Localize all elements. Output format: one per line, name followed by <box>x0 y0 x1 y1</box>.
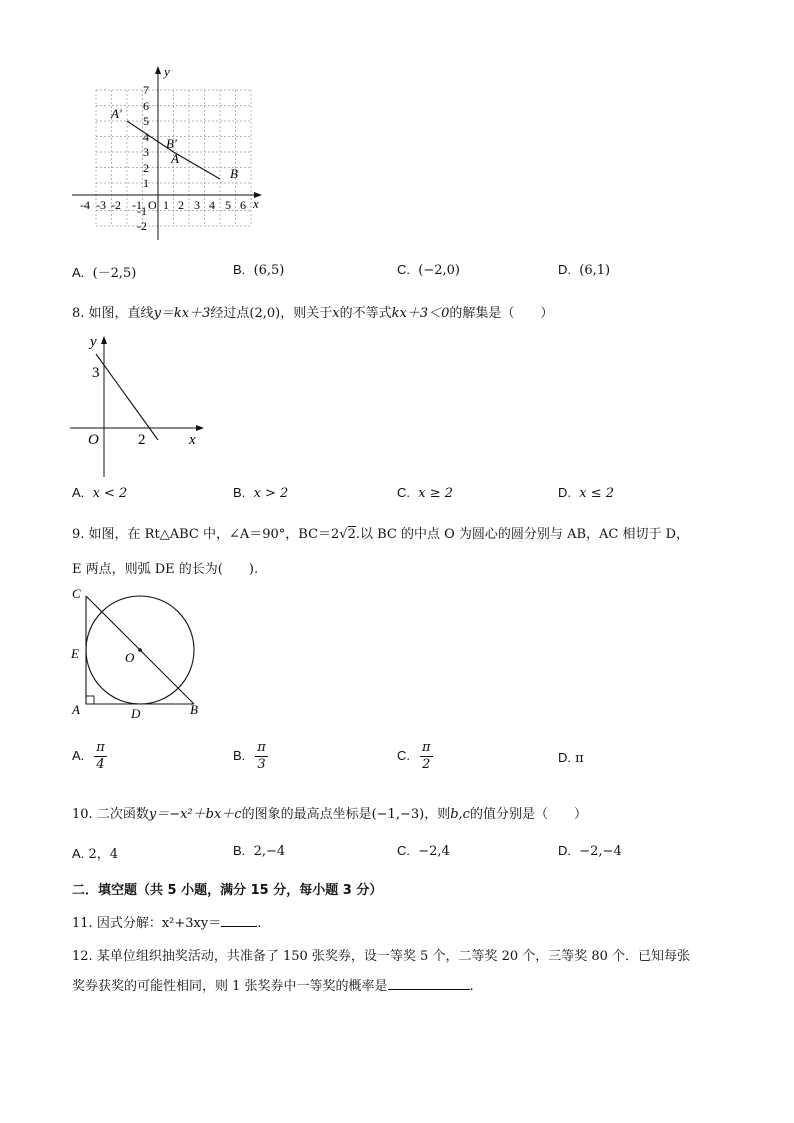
q8-option-a[interactable]: A. x < 2 <box>72 485 128 501</box>
q7-x-tick: 4 <box>209 198 215 212</box>
q10-option-a[interactable]: A. 2，4 <box>72 846 118 862</box>
q9-option-b[interactable]: B. $\frac{\pi}{3}$ <box>233 740 266 772</box>
q7-label-b: B <box>230 166 238 181</box>
q7-y-tick: 2 <box>143 161 149 175</box>
q7-segment-ab <box>174 152 221 179</box>
q7-y-tick: 7 <box>143 83 149 97</box>
q7-x-tick: -1 <box>132 198 142 212</box>
q8-y-intercept-label: 3 <box>92 365 100 381</box>
q9-label-b: B <box>190 702 198 717</box>
q8-line-graph <box>96 354 158 440</box>
q7-option-c[interactable]: C. (−2,0) <box>397 262 460 278</box>
q7-x-tick: 3 <box>194 198 200 212</box>
q9-circle-figure <box>66 582 216 720</box>
q9-stem-line1: 9. 如图，在 Rt△ABC 中，∠A＝90°，BC＝2√2.以 BC 的中点 O 为圆心的圆分别与 AB，AC 相切于 D， <box>72 527 690 542</box>
q7-label-b-prime: B' <box>166 136 177 151</box>
q7-coordinate-figure <box>70 62 270 242</box>
q8-x-intercept-label: 2 <box>138 432 146 448</box>
q12-answer-blank[interactable] <box>388 989 470 990</box>
q10-option-b[interactable]: B. 2,−4 <box>233 843 286 859</box>
q9-stem-line2: E 两点，则弧 DE 的长为( ). <box>72 562 259 577</box>
q7-option-d[interactable]: D. (6,1) <box>558 262 611 278</box>
q7-origin-label: O <box>148 198 157 212</box>
q8-option-b[interactable]: B. x > 2 <box>233 485 289 501</box>
q8-stem: 8. 如图，直线y＝kx＋3经过点(2,0)，则关于x的不等式kx＋3＜0的解集是（ ） <box>72 306 554 321</box>
q8-line-figure <box>68 332 208 480</box>
sqrt-symbol: √ <box>339 527 348 542</box>
q7-option-a[interactable]: A. (－2,5) <box>72 265 137 281</box>
q7-x-tick: 6 <box>240 198 246 212</box>
q11-answer-blank[interactable] <box>221 926 257 927</box>
q10-option-d[interactable]: D. −2,−4 <box>558 843 622 859</box>
q8-option-c[interactable]: C. x ≥ 2 <box>397 485 454 501</box>
q8-option-d[interactable]: D. x ≤ 2 <box>558 485 615 501</box>
section-fill-in-title: 二．填空题（共 5 小题，满分 15 分，每小题 3 分） <box>72 883 383 898</box>
q7-y-tick: -2 <box>137 219 147 233</box>
q7-x-tick: 2 <box>178 198 184 212</box>
q8-y-axis-label: y <box>90 334 97 350</box>
q7-x-tick: 5 <box>225 198 231 212</box>
q7-x-tick: -3 <box>96 198 106 212</box>
q7-label-a: A <box>171 151 179 166</box>
q10-option-c[interactable]: C. −2,4 <box>397 843 450 859</box>
q8-origin-label: O <box>88 432 99 448</box>
q7-y-tick: 5 <box>143 114 149 128</box>
q9-label-a: A <box>72 702 80 717</box>
q7-y-tick: 3 <box>143 145 149 159</box>
q7-y-tick: -1 <box>137 204 147 218</box>
q7-option-b[interactable]: B. (6,5) <box>233 262 285 278</box>
q7-x-tick: 1 <box>163 198 169 212</box>
q7-y-tick: 1 <box>143 176 149 190</box>
q9-label-o: O <box>125 650 135 665</box>
q11-stem: 11. 因式分解：x²+3xy＝ . <box>72 916 262 931</box>
q7-x-tick: -2 <box>111 198 121 212</box>
q7-x-axis-label: x <box>253 196 259 211</box>
q7-y-tick: 4 <box>143 130 149 144</box>
q7-x-tick: -4 <box>80 198 90 212</box>
q9-option-c[interactable]: C. $\frac{\pi}{2}$ <box>397 740 431 772</box>
q7-y-axis-label: y <box>164 64 170 79</box>
q8-x-axis-label: x <box>189 432 196 448</box>
q7-y-tick: 6 <box>143 99 149 113</box>
q12-stem-line1: 12. 某单位组织抽奖活动，共准备了 150 张奖券，设一等奖 5 个，二等奖 20 个，三等奖 80 个．已知每张 <box>72 949 691 964</box>
q10-stem: 10. 二次函数y＝−x²＋bx＋c的图象的最高点坐标是(−1,−3)，则b,c的值分别是（ ） <box>72 807 587 822</box>
q12-stem-line2: 奖券获奖的可能性相同，则 1 张奖券中一等奖的概率是 . <box>72 979 474 994</box>
q9-option-a[interactable]: A. $\frac{\pi}{4}$ <box>72 740 105 772</box>
q7-label-a-prime: A' <box>111 106 122 121</box>
q9-label-c: C <box>72 586 81 601</box>
q9-label-e: E <box>71 646 79 661</box>
q9-label-d: D <box>131 706 141 720</box>
q9-option-d[interactable]: D. π <box>558 750 584 766</box>
